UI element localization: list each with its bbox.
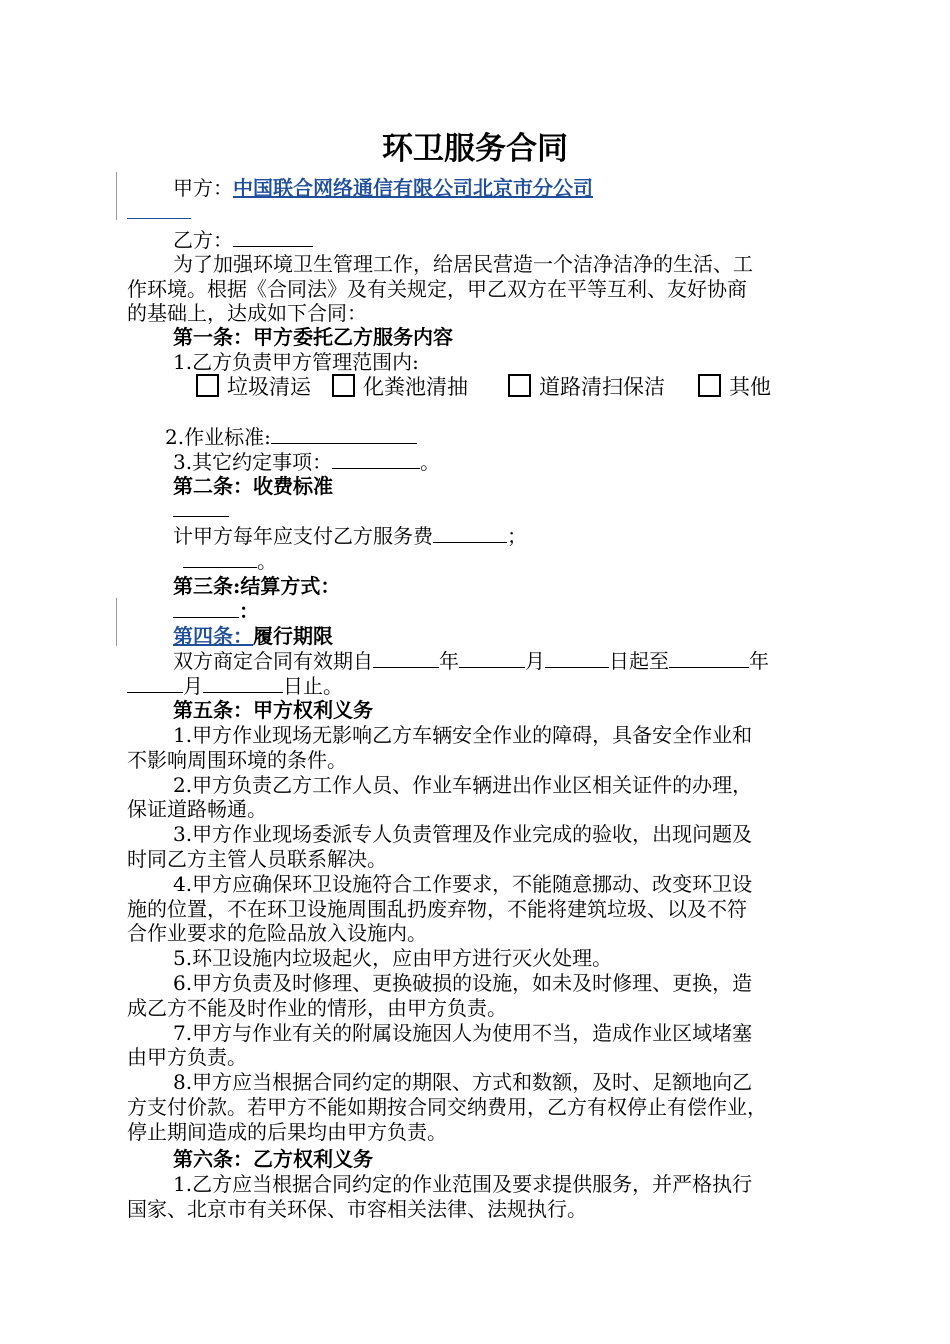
day-blank [545, 649, 609, 668]
month-blank [459, 649, 525, 668]
checkbox[interactable] [698, 374, 721, 397]
paragraph-line: 时同乙方主管人员联系解决。 [127, 847, 387, 871]
paragraph-line: 5.环卫设施内垃圾起火，应由甲方进行灭火处理。 [173, 946, 613, 971]
party-b-label: 乙方： [173, 228, 233, 252]
month-label: 月 [525, 649, 545, 673]
paragraph-line: 1.乙方应当根据合同约定的作业范围及要求提供服务，并严格执行 [173, 1172, 753, 1196]
year-label: 年 [439, 649, 459, 673]
paragraph-line: 3.甲方作业现场委派专人负责管理及作业完成的验收，出现问题及 [173, 822, 753, 847]
month-end-label: 月 [183, 674, 203, 698]
standard-blank [271, 425, 417, 444]
paragraph-line: 停止期间造成的后果均由甲方负责。 [127, 1119, 447, 1144]
blank-line [183, 549, 257, 568]
intro-line-2: 作环境。根据《合同法》及有关规定，甲乙双方在平等互利、友好协商 [127, 277, 747, 301]
day-from-label: 日起至 [609, 649, 669, 673]
party-a-company-link[interactable]: 中国联合网络通信有限公司北京市分公司 [233, 176, 593, 200]
item-3-label: 3.其它约定事项： [173, 450, 333, 474]
option-road-cleaning[interactable] [508, 374, 665, 400]
article-5-heading: 第五条：甲方权利义务 [173, 698, 373, 722]
article-2-blank-line [173, 498, 229, 522]
year-blank [373, 649, 439, 668]
paragraph-line: 方支付价款。若甲方不能如期按合同交纳费用，乙方有权停止有偿作业， [127, 1095, 767, 1119]
article-1-item-2 [165, 425, 417, 449]
paragraph-line: 国家、北京市有关环保、市容相关法律、法规执行。 [127, 1196, 587, 1221]
party-b-line [173, 228, 313, 252]
paragraph-line: 2.甲方负责乙方工作人员、作业车辆进出作业区相关证件的办理， [173, 772, 753, 797]
article-3-heading: 第三条:结算方式： [173, 574, 341, 598]
margin-marker [116, 598, 117, 646]
day-end-blank [203, 674, 283, 693]
paragraph-line: 6.甲方负责及时修理、更换破损的设施，如未及时修理、更换，造 [173, 971, 753, 995]
paragraph-line: 8.甲方应当根据合同约定的期限、方式和数额，及时、足额地向乙 [173, 1070, 753, 1095]
option-other[interactable] [698, 374, 771, 400]
blank-line [127, 200, 191, 219]
margin-marker [116, 172, 117, 220]
fee-end: ； [507, 524, 527, 548]
article-2-fee [173, 524, 527, 548]
paragraph-line: 合作业要求的危险品放入设施内。 [127, 921, 427, 946]
option-label: 其他 [729, 375, 771, 399]
party-a-line [173, 176, 593, 200]
article-1-item-3 [173, 450, 440, 474]
settlement-blank [173, 599, 239, 618]
document-title: 环卫服务合同 [382, 131, 568, 167]
checkbox[interactable] [196, 374, 219, 397]
paragraph-line: 由甲方负责。 [127, 1045, 247, 1070]
article-2-end [183, 549, 277, 573]
paragraph-line: 4.甲方应确保环卫设施符合工作要求，不能随意挪动、改变环卫设 [173, 871, 753, 896]
article-1-item-1: 1.乙方负责甲方管理范围内: [173, 350, 419, 374]
fee-blank [433, 524, 507, 543]
paragraph-line: 1.甲方作业现场无影响乙方车辆安全作业的障碍，具备安全作业和 [173, 723, 753, 747]
term-label: 双方商定合同有效期自 [173, 649, 373, 673]
option-label: 道路清扫保洁 [539, 375, 665, 399]
article-3-blank [173, 599, 259, 623]
other-blank [332, 450, 420, 469]
paragraph-line: 保证道路畅通。 [127, 797, 267, 822]
option-label: 垃圾清运 [227, 375, 311, 399]
item-2-label: 2.作业标准: [165, 425, 271, 449]
intro-line-1: 为了加强环境卫生管理工作，给居民营造一个洁净洁净的生活、工 [173, 252, 753, 276]
checkbox[interactable] [332, 374, 355, 397]
paragraph-line: 7.甲方与作业有关的附属设施因人为使用不当，造成作业区域堵塞 [173, 1020, 753, 1045]
end-label: 日止。 [283, 674, 343, 698]
article-4-heading [173, 624, 333, 648]
option-septic[interactable] [332, 374, 468, 400]
article-1-heading: 第一条：甲方委托乙方服务内容 [173, 325, 453, 349]
article-4-link[interactable]: 第四条： [173, 624, 253, 648]
intro-line-3: 的基础上，达成如下合同： [127, 301, 367, 325]
fee-label: 计甲方每年应支付乙方服务费 [173, 524, 433, 548]
article-6-heading: 第六条：乙方权利义务 [173, 1147, 373, 1171]
year-end-label: 年 [749, 649, 769, 673]
checkbox[interactable] [508, 374, 531, 397]
party-b-blank [233, 228, 313, 247]
party-a-blank [127, 200, 191, 224]
article-4-heading-rest: 履行期限 [253, 624, 333, 648]
option-label: 化粪池清抽 [363, 375, 468, 399]
article-2-heading: 第二条：收费标准 [173, 474, 333, 498]
option-garbage[interactable] [196, 374, 311, 400]
paragraph-line: 成乙方不能及时作业的情形，由甲方负责。 [127, 995, 507, 1020]
blank-line [173, 498, 229, 517]
article-2-end-mark: 。 [257, 549, 277, 573]
article-4-line-1 [173, 649, 769, 673]
paragraph-line: 施的位置，不在环卫设施周围乱扔废弃物，不能将建筑垃圾、以及不符 [127, 896, 747, 921]
article-4-line-2 [127, 674, 343, 698]
item-3-end: 。 [420, 450, 441, 474]
party-a-label: 甲方： [173, 176, 233, 200]
paragraph-line: 不影响周围环境的条件。 [127, 747, 347, 772]
year-end-blank [669, 649, 749, 668]
month-end-blank [127, 674, 183, 693]
article-3-colon: ： [239, 599, 259, 623]
